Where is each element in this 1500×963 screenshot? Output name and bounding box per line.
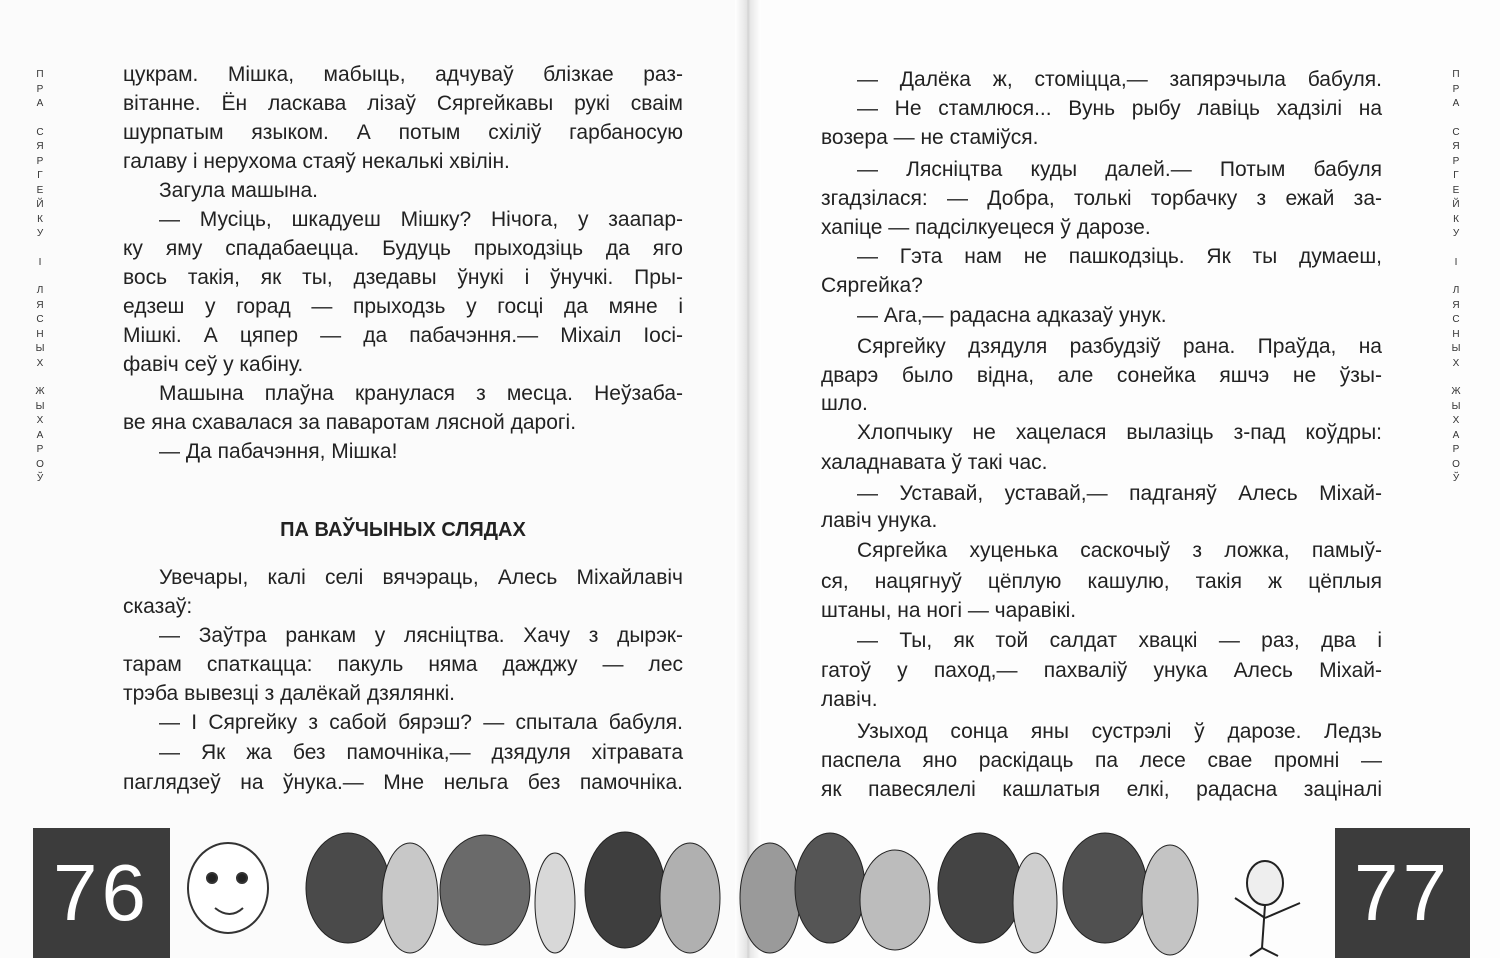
text-line: гатоў у паход,— пахваліў унука Алесь Міхай- (821, 659, 1382, 682)
text-line: сказаў: (123, 595, 193, 618)
running-title-letter: Г (1453, 170, 1459, 181)
running-title-letter: Г (37, 170, 43, 181)
running-title-letter: Х (1452, 357, 1460, 369)
running-title-right (1449, 68, 1463, 487)
running-title-letter: Р (1452, 444, 1460, 455)
text-line: паспела яно раскідаць па лесе свае промні — (821, 749, 1382, 772)
running-title-letter: І (1454, 256, 1458, 268)
running-title-letter: Р (36, 83, 44, 95)
right-text-column (821, 0, 1382, 820)
running-title-letter: Х (36, 415, 44, 426)
running-title-letter: Л (1452, 285, 1460, 296)
text-line: Сяргейку дзядуля разбудзіў рана. Праўда, на (857, 335, 1382, 358)
illustration-strip (0, 828, 1500, 958)
text-line: трэба вывезці з далёкай дзялянкі. (123, 682, 456, 705)
running-title-letter: Н (36, 328, 44, 340)
running-title-letter: Ы (1451, 343, 1461, 354)
puppy-illustration (188, 843, 268, 933)
running-title-letter: Н (1452, 328, 1460, 340)
running-title-letter: Р (36, 155, 44, 167)
running-title-letter: Я (1452, 299, 1460, 311)
running-title-letter: Е (36, 184, 44, 196)
left-text-column (123, 0, 683, 820)
text-line: шурпатым языком. А потым схіліў гарбаносую (123, 121, 683, 144)
text-line: Узыход сонца яны сустрэлі ў дарозе. Ледзь (857, 720, 1382, 743)
text-line: згадзілася: — Добра, толькі торбачку з ежай за- (821, 187, 1382, 210)
running-title-letter: К (1453, 213, 1459, 225)
text-line: возера — не стаміўся. (821, 126, 1039, 149)
running-title-letter: Я (36, 299, 44, 311)
page-number-right: 77 (1335, 828, 1470, 958)
running-title-letter: А (36, 98, 44, 109)
running-title-letter: Я (1452, 141, 1460, 152)
running-title-letter: Р (36, 444, 44, 455)
text-line: Машына плаўна кранулася з месца. Неўзаба- (159, 382, 683, 405)
text-line: едзеш у горад — прыходзь у госці да мяне і (123, 295, 683, 318)
running-title-letter: У (36, 228, 44, 239)
running-title-letter: Х (36, 357, 44, 369)
running-title-letter: О (36, 458, 44, 470)
text-line: — Уставай, уставай,— падганяў Алесь Міхай- (857, 482, 1382, 505)
text-line: — Ага,— радасна адказаў унук. (857, 304, 1167, 327)
text-line: — Не стамлюся... Вунь рыбу лавіць хадзілі на (857, 97, 1382, 120)
text-line: Сяргейка хуценька саскочыў з ложка, памыў- (857, 539, 1382, 562)
text-line: Увечары, калі селі вячэраць, Алесь Міхайлавіч (159, 566, 683, 589)
running-title-letter: Л (36, 285, 44, 296)
running-title-letter: Ж (35, 386, 45, 397)
running-title-letter: Ў (36, 473, 44, 484)
running-title-left (33, 68, 47, 487)
text-line: лавіч унука. (821, 509, 938, 532)
text-line: дварэ было відна, але сонейка яшчэ не ўзы- (821, 364, 1382, 387)
text-line: — Гэта нам не пашкодзіць. Як ты думаеш, (857, 245, 1382, 268)
acorn-character-illustration (1235, 861, 1300, 956)
text-line: фавіч сеў у кабіну. (123, 353, 304, 376)
text-line: вось такія, як ты, дзедавы ўнукі і ўнучкі. Пры- (123, 266, 683, 289)
text-line: тарам спаткацца: пакуль няма дажджу — лес (123, 653, 683, 676)
running-title-letter: Й (1452, 199, 1460, 210)
running-title-letter: Ў (1452, 473, 1460, 484)
text-line: шло. (821, 392, 868, 415)
running-title-letter: Х (1452, 415, 1460, 426)
running-title-letter: Ж (1451, 386, 1461, 397)
text-line: цукрам. Мішка, мабыць, адчуваў блізкае раз- (123, 63, 683, 86)
chapter-heading: ПА ВАЎЧЫНЫХ СЛЯДАХ (280, 519, 526, 541)
running-title-letter: С (1452, 314, 1460, 325)
text-line: Хлопчыку не хацелася вылазіць з-пад коўдры: (857, 421, 1382, 444)
running-title-letter: І (38, 256, 42, 268)
text-line: хапіце — падсілкуецеся ў дарозе. (821, 216, 1151, 239)
text-line: вітанне. Ён ласкава лізаў Сяргейкавы рукі сваім (123, 92, 683, 115)
text-line: ся, нацягнуў цёплую кашулю, такія ж цёплыя (821, 570, 1382, 593)
running-title-letter: К (37, 213, 43, 225)
running-title-letter: У (1452, 228, 1460, 239)
text-line: — Заўтра ранкам у лясніцтва. Хачу з дырэк- (159, 624, 683, 647)
running-title-letter: Й (36, 199, 44, 210)
text-line: ку яму спадабаецца. Будуць прыходзіць да яго (123, 237, 683, 260)
page-number-left: 76 (33, 828, 170, 958)
running-title-letter: О (1452, 458, 1460, 470)
text-line: паглядзеў на ўнука.— Мне нельга без памочніка. (123, 771, 683, 794)
running-title-letter: С (36, 314, 44, 325)
running-title-letter: Я (36, 141, 44, 152)
text-line: лавіч. (821, 688, 878, 711)
text-line: як павесялелі кашлатыя елкі, радасна заціналі (821, 778, 1382, 801)
text-line: Сяргейка? (821, 274, 923, 297)
running-title-letter: Р (1452, 83, 1460, 95)
text-line: ве яна схавалася за паваротам лясной дарогі. (123, 411, 577, 434)
text-line: — Далёка ж, стоміцца,— запярэчыла бабуля. (857, 68, 1382, 91)
flower-illustrations (0, 828, 1500, 958)
text-line: — Ты, як той салдат хвацкі — раз, два і (857, 629, 1382, 652)
running-title-letter: С (36, 126, 44, 138)
running-title-letter: Ы (35, 400, 45, 412)
running-title-letter: Ы (35, 343, 45, 354)
text-line: — І Сяргейку з сабой бярэш? — спытала бабуля. (159, 711, 683, 734)
book-gutter (735, 0, 761, 958)
text-line: — Да пабачэння, Мішка! (159, 440, 398, 463)
running-title-letter: Ы (1451, 400, 1461, 412)
running-title-letter: Р (1452, 155, 1460, 167)
text-line: Мішкі. А цяпер — да пабачэння.— Міхаіл Іосі- (123, 324, 683, 347)
running-title-letter: С (1452, 126, 1460, 138)
text-line: Загула машына. (159, 179, 318, 202)
text-line: — Мусіць, шкадуеш Мішку? Нічога, у заапар- (159, 208, 683, 231)
text-line: — Лясніцтва куды далей.— Потым бабуля (857, 158, 1382, 181)
running-title-letter: Е (1452, 184, 1460, 196)
text-line: штаны, на ногі — чаравікі. (821, 599, 1077, 622)
running-title-letter: А (1452, 429, 1460, 441)
running-title-letter: П (36, 69, 44, 80)
text-line: галаву і нерухома стаяў некалькі хвілін. (123, 150, 510, 173)
text-line: халаднавата ў такі час. (821, 451, 1048, 474)
running-title-letter: П (1452, 69, 1460, 80)
running-title-letter: А (36, 429, 44, 441)
text-line: — Як жа без памочніка,— дзядуля хітравата (159, 741, 683, 764)
running-title-letter: А (1452, 98, 1460, 109)
